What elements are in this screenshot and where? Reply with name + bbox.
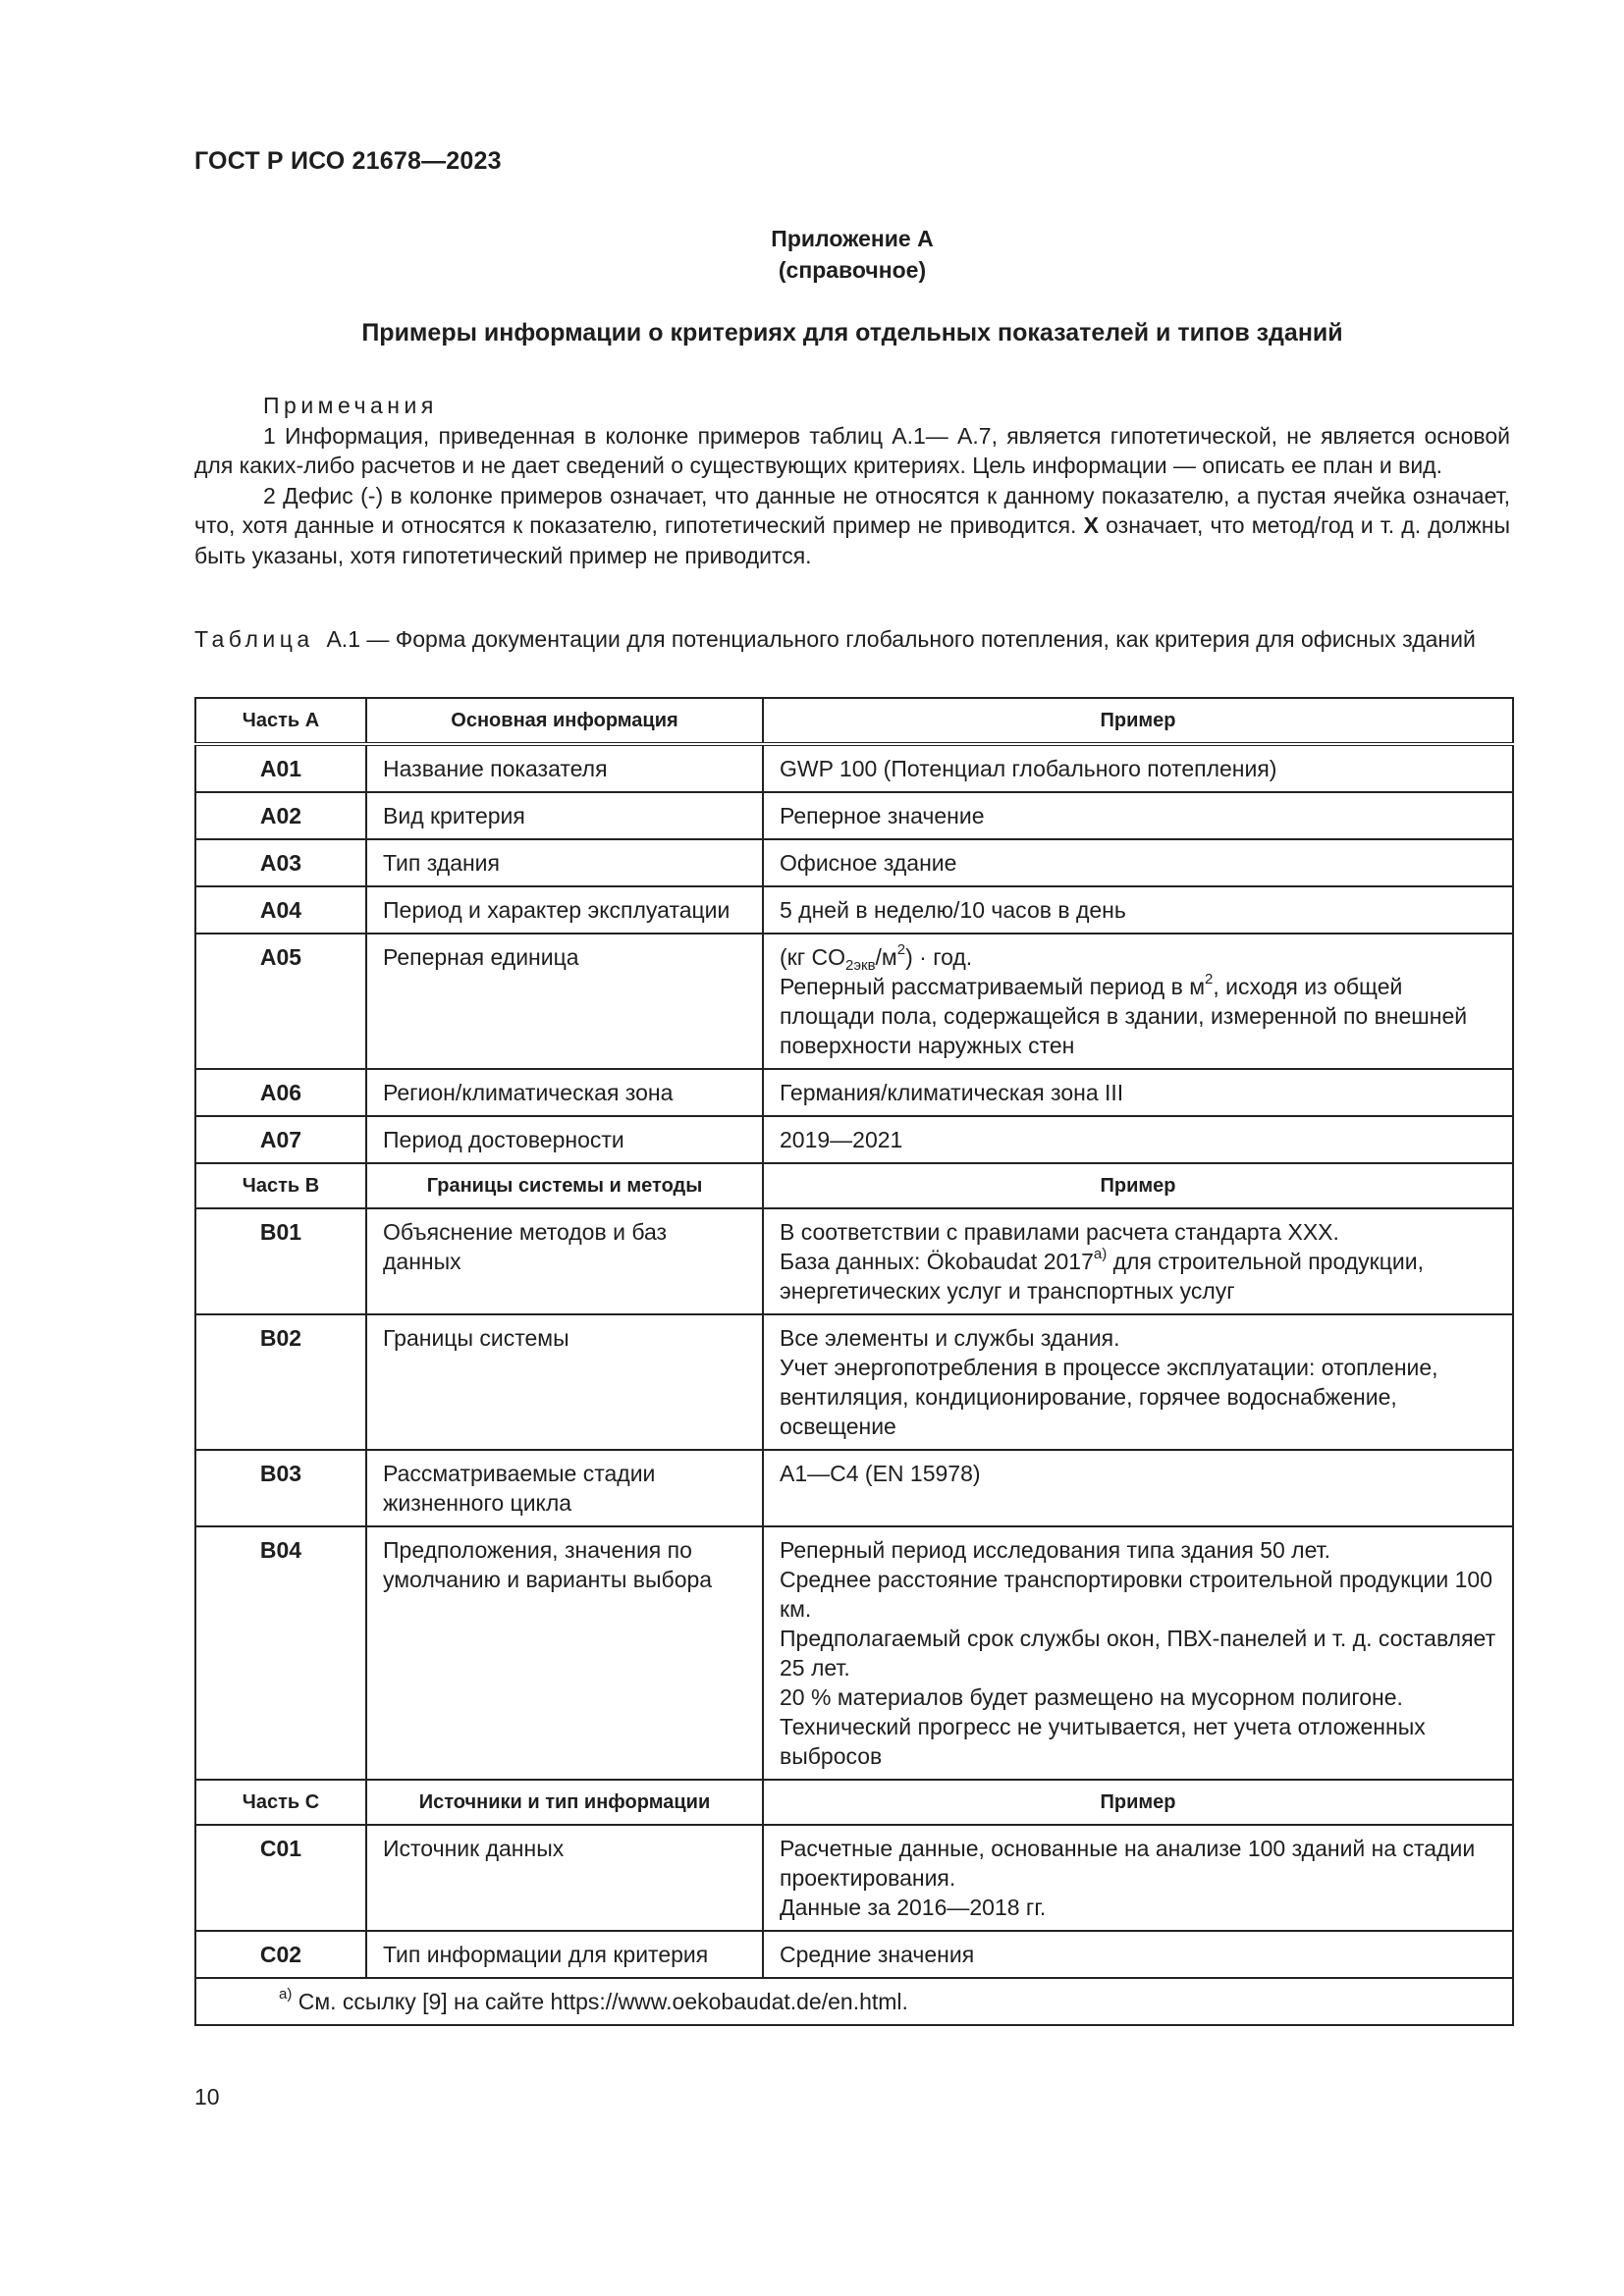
table-row	[195, 1526, 1513, 1780]
row-code: B03	[195, 1450, 366, 1526]
example-line: Реперный период исследования типа здания 50 лет.	[780, 1537, 1330, 1563]
table-row	[195, 1208, 1513, 1314]
example-line: Данные за 2016—2018 гг.	[780, 1895, 1047, 1920]
unit-mid: /м	[875, 944, 897, 970]
period-superscript: 2	[1205, 971, 1214, 988]
part-c-col3: Пример	[763, 1780, 1513, 1825]
part-c-col1: Часть С	[195, 1780, 366, 1825]
table-caption-label: Таблица	[194, 626, 314, 652]
part-b-col1: Часть В	[195, 1163, 366, 1208]
row-code: B01	[195, 1208, 366, 1314]
example-line: Предполагаемый срок службы окон, ПВХ-панелей и т. д. составляет 25 лет.	[780, 1626, 1496, 1681]
row-info: Вид критерия	[366, 792, 763, 839]
page-number: 10	[194, 2084, 220, 2109]
unit-prefix: (кг CO	[780, 944, 846, 970]
table-row	[195, 839, 1513, 886]
standard-header: ГОСТ Р ИСО 21678—2023	[194, 147, 502, 175]
row-example	[763, 934, 1513, 1069]
row-info: Границы системы	[366, 1314, 763, 1450]
row-info: Объяснение методов и баз данных	[366, 1208, 763, 1314]
annex-type: (справочное)	[778, 257, 927, 283]
row-code: A06	[195, 1069, 366, 1116]
part-a-col1: Часть А	[195, 698, 366, 744]
row-info: Предположения, значения по умолчанию и варианты выбора	[366, 1526, 763, 1780]
row-code: C01	[195, 1825, 366, 1931]
row-info: Регион/климатическая зона	[366, 1069, 763, 1116]
table-row	[195, 1450, 1513, 1526]
unit-subscript: 2экв	[845, 957, 876, 974]
table-row	[195, 886, 1513, 934]
table-footnote-row	[195, 1978, 1513, 2025]
database-suffix: для строительной продукции, энергетических услуг и транспортных услуг	[780, 1249, 1424, 1304]
unit-superscript: 2	[896, 941, 906, 958]
example-line: 20 % материалов будет размещено на мусорном полигоне.	[780, 1684, 1403, 1710]
table-row	[195, 1825, 1513, 1931]
annex-label: Приложение А	[771, 226, 934, 251]
annex-title: Примеры информации о критериях для отдельных показателей и типов зданий	[361, 319, 1343, 347]
row-code: C02	[195, 1931, 366, 1978]
row-code: A02	[195, 792, 366, 839]
example-line: Технический прогресс не учитывается, нет учета отложенных выбросов	[780, 1714, 1426, 1769]
footnote-marker: a)	[279, 1986, 293, 2002]
row-example	[763, 1208, 1513, 1314]
table-caption	[194, 624, 1510, 654]
unit-suffix: ) · год.	[905, 944, 973, 970]
row-example: 5 дней в неделю/10 часов в день	[763, 886, 1513, 934]
table-row	[195, 1931, 1513, 1978]
example-line: В соответствии с правилами расчета стандарта ХХХ.	[780, 1219, 1339, 1245]
row-info: Реперная единица	[366, 934, 763, 1069]
note-2	[194, 481, 1510, 571]
database-prefix: База данных: Ökobaudat 2017	[780, 1249, 1094, 1274]
row-code: A04	[195, 886, 366, 934]
reference-period-line	[780, 972, 1496, 1060]
footnote-marker: a)	[1093, 1246, 1108, 1262]
period-suffix: , исходя из общей площади пола, содержащейся в здании, измеренной по внешней поверхности наружных стен	[780, 974, 1468, 1058]
example-line: Среднее расстояние транспортировки строительной продукции 100 км.	[780, 1567, 1493, 1622]
table-row	[195, 1314, 1513, 1450]
row-code: A05	[195, 934, 366, 1069]
row-info: Период и характер эксплуатации	[366, 886, 763, 934]
row-code: A07	[195, 1116, 366, 1163]
row-code: A01	[195, 744, 366, 792]
part-c-header-row	[195, 1780, 1513, 1825]
notes-block	[194, 391, 1510, 570]
table-row	[195, 1069, 1513, 1116]
part-b-header-row	[195, 1163, 1513, 1208]
note-2-part2: означает, что метод/год и т. д. должны быть указаны, хотя гипотетический пример не приводится.	[194, 512, 1511, 568]
row-example: 2019—2021	[763, 1116, 1513, 1163]
row-code: A03	[195, 839, 366, 886]
period-prefix: Реперный рассматриваемый период в м	[780, 974, 1206, 999]
table-footnote	[195, 1978, 1513, 2025]
row-example: Средние значения	[763, 1931, 1513, 1978]
row-info: Период достоверности	[366, 1116, 763, 1163]
row-example: Германия/климатическая зона III	[763, 1069, 1513, 1116]
notes-heading: Примечания	[263, 393, 438, 418]
table-row	[195, 744, 1513, 792]
table-row	[195, 1116, 1513, 1163]
part-a-header-row	[195, 698, 1513, 744]
row-code: B04	[195, 1526, 366, 1780]
reference-unit-line	[780, 942, 1496, 972]
part-b-col2: Границы системы и методы	[366, 1163, 763, 1208]
table-row	[195, 792, 1513, 839]
part-a-col2: Основная информация	[366, 698, 763, 744]
row-info: Тип информации для критерия	[366, 1931, 763, 1978]
criteria-table	[194, 697, 1514, 2026]
part-b-col3: Пример	[763, 1163, 1513, 1208]
row-example	[763, 1825, 1513, 1931]
part-c-col2: Источники и тип информации	[366, 1780, 763, 1825]
example-line: Все элементы и службы здания.	[780, 1325, 1120, 1351]
row-example	[763, 1526, 1513, 1780]
note-2-bold-marker: X	[1083, 512, 1099, 538]
row-example: A1—C4 (EN 15978)	[763, 1450, 1513, 1526]
row-code: B02	[195, 1314, 366, 1450]
example-line: Расчетные данные, основанные на анализе 100 зданий на стадии проектирования.	[780, 1836, 1476, 1891]
example-line: Учет энергопотребления в процессе эксплуатации: отопление, вентиляция, кондиционирование, горячее водоснабжение, освещение	[780, 1355, 1438, 1439]
footnote-text: См. ссылку [9] на сайте https://www.oekobaudat.de/en.html.	[292, 1989, 908, 2014]
row-example: Реперное значение	[763, 792, 1513, 839]
row-info: Тип здания	[366, 839, 763, 886]
part-a-col3: Пример	[763, 698, 1513, 744]
row-info: Источник данных	[366, 1825, 763, 1931]
note-2-part1: 2 Дефис (-) в колонке примеров означает, что данные не относятся к данному показателю, а пустая ячейка означает, что, хотя данные и относятся к показателю, гипотетический пример не приводится.	[194, 482, 1510, 538]
note-1: 1 Информация, приведенная в колонке примеров таблиц А.1— А.7, является гипотетической, не является основой для каких-либо расчетов и не дает сведений о существующих критериях. Цель информации — описать ее план и вид.	[194, 422, 1510, 478]
row-example: GWP 100 (Потенциал глобального потепления)	[763, 744, 1513, 792]
row-example: Офисное здание	[763, 839, 1513, 886]
row-info: Рассматриваемые стадии жизненного цикла	[366, 1450, 763, 1526]
example-line	[780, 1247, 1496, 1306]
table-row	[195, 934, 1513, 1069]
row-example	[763, 1314, 1513, 1450]
table-caption-text: А.1 — Форма документации для потенциального глобального потепления, как критерия для офисных зданий	[326, 626, 1476, 652]
row-info: Название показателя	[366, 744, 763, 792]
